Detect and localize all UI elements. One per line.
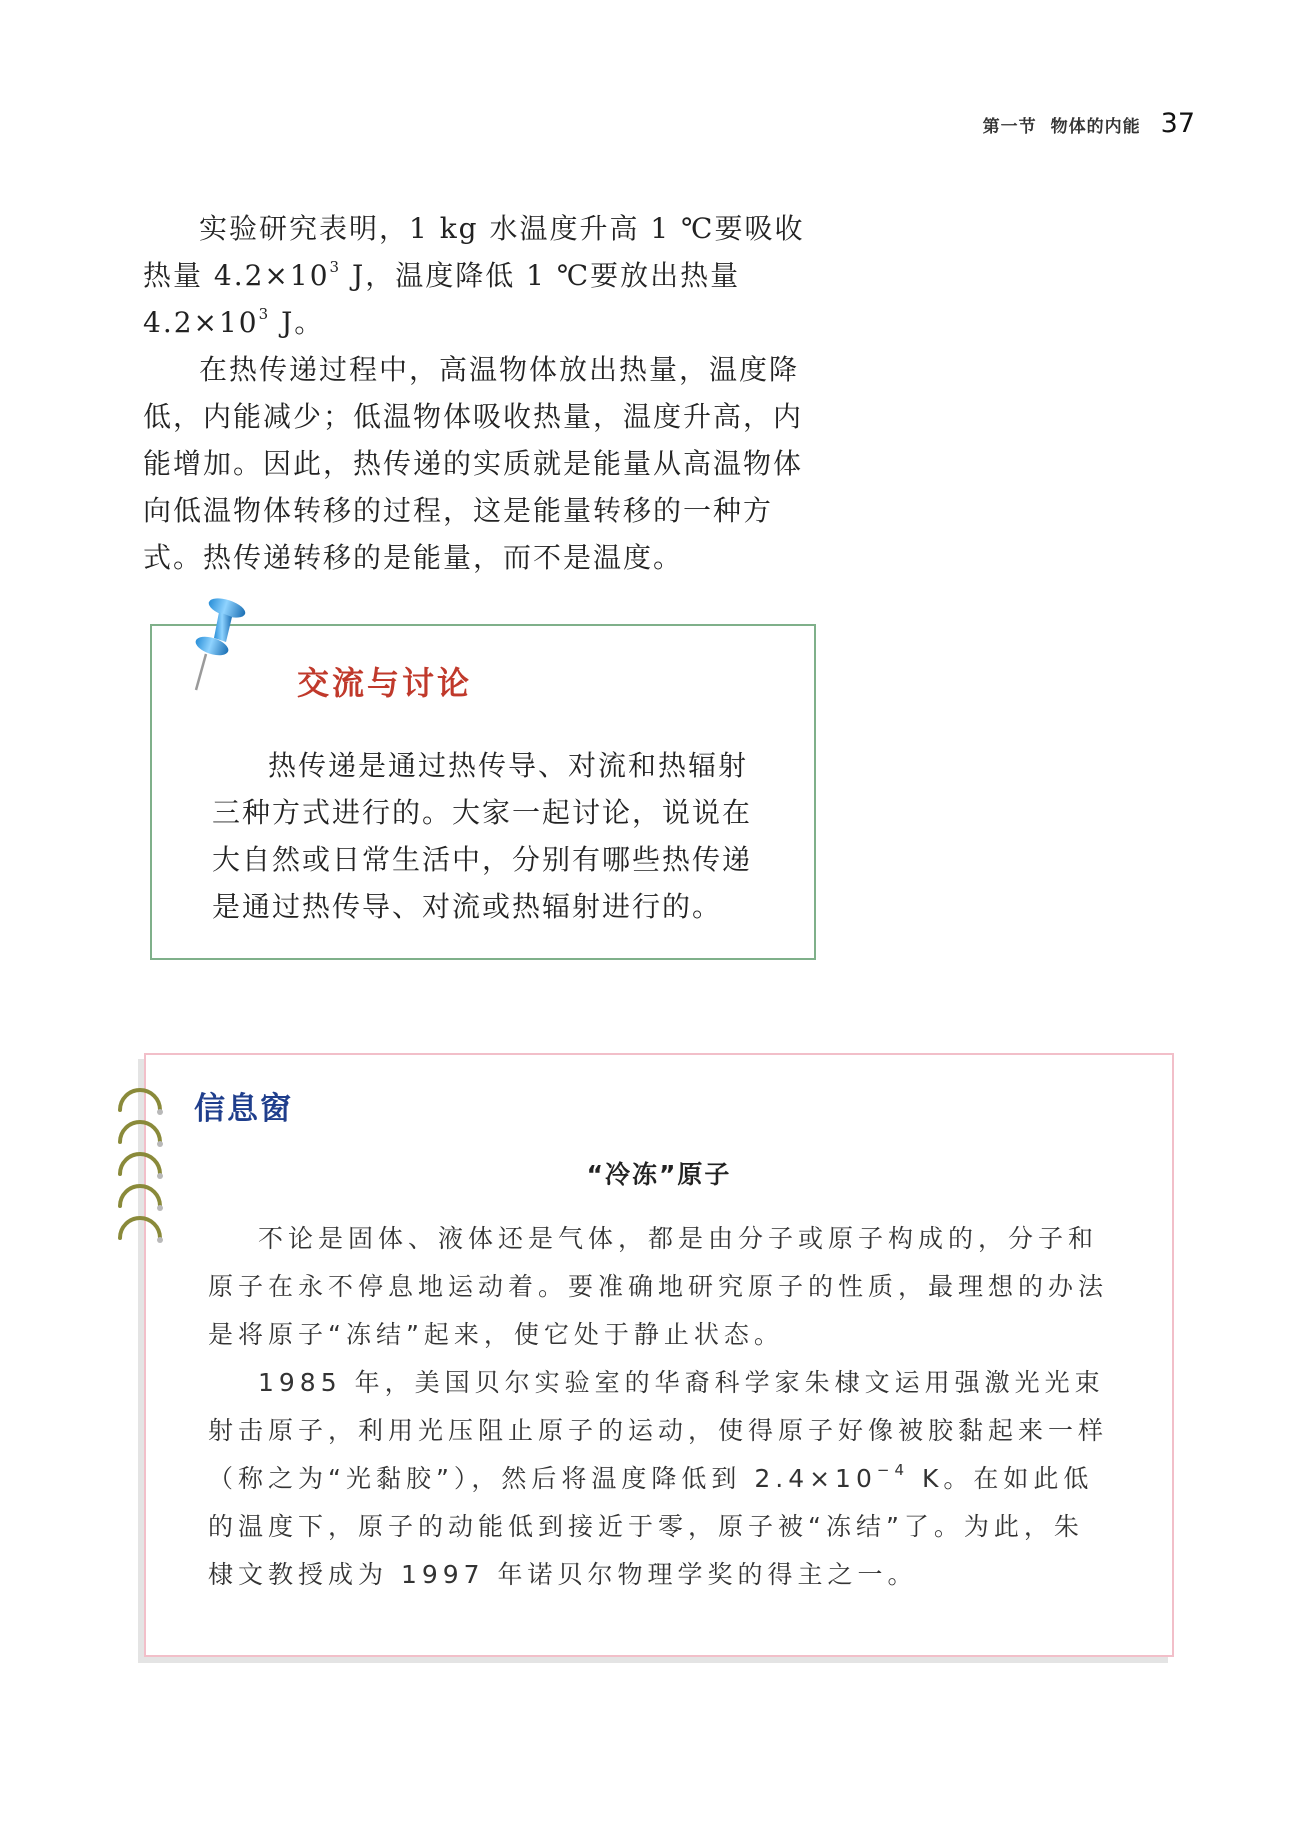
binder-rings-icon xyxy=(112,1080,172,1260)
info-window xyxy=(144,1053,1174,1657)
info-paragraph: 不论是固体、液体还是气体，都是由分子或原子构成的，分子和原子在永不停息地运动着。要准确地研究原子的性质，最理想的办法是将原子“冻结”起来，使它处于静止状态。 xyxy=(208,1224,1109,1349)
discussion-text: 热传递是通过热传导、对流和热辐射三种方式进行的。大家一起讨论，说说在大自然或日常生活中，分别有哪些热传递是通过热传导、对流或热辐射进行的。 xyxy=(212,749,753,923)
paragraph-text: K。在如此低的温度下，原子的动能低到接近于零，原子被“冻结”了。为此，朱棣文教授成为 1997 年诺贝尔物理学奖的得主之一。 xyxy=(208,1464,1094,1589)
paragraph-text: J，温度降低 1 ℃要放出热量 4.2×10 xyxy=(143,259,741,339)
discussion-title: 交流与讨论 xyxy=(297,664,473,702)
main-text xyxy=(143,205,823,581)
exponent: −4 xyxy=(876,1460,909,1479)
page-number: 37 xyxy=(1160,108,1195,139)
paragraph-text: J。 xyxy=(270,306,325,339)
section-label: 第一节 xyxy=(982,117,1037,137)
section-title: 物体的内能 xyxy=(1050,117,1141,137)
page-header xyxy=(983,108,1195,139)
pushpin-icon xyxy=(190,596,250,692)
discussion-body xyxy=(212,742,772,930)
paragraph-experiment xyxy=(143,205,823,346)
paragraph-heat-transfer: 在热传递过程中，高温物体放出热量，温度降低，内能减少；低温物体吸收热量，温度升高，内能增加。因此，热传递的实质就是能量从高温物体向低温物体转移的过程，这是能量转移的一种方式。热传递转移的是能量，而不是温度。 xyxy=(143,353,804,574)
info-window-title: 信息窗 xyxy=(194,1091,293,1127)
paragraph-text: 1985 年，美国贝尔实验室的华裔科学家朱棣文运用强激光光束射击原子，利用光压阻止原子的运动，使得原子好像被胶黏起来一样（称之为“光黏胶”），然后将温度降低到 2.4×10 xyxy=(208,1368,1109,1493)
article-title: “冷冻”原子 xyxy=(586,1160,732,1189)
exponent: 3 xyxy=(329,257,342,276)
info-window-body xyxy=(208,1215,1108,1599)
exponent: 3 xyxy=(258,304,271,323)
paragraph-text: 实验研究表明，1 kg 水温度升高 1 ℃要吸收热量 4.2×10 xyxy=(143,212,805,292)
info-paragraph xyxy=(208,1359,1108,1599)
